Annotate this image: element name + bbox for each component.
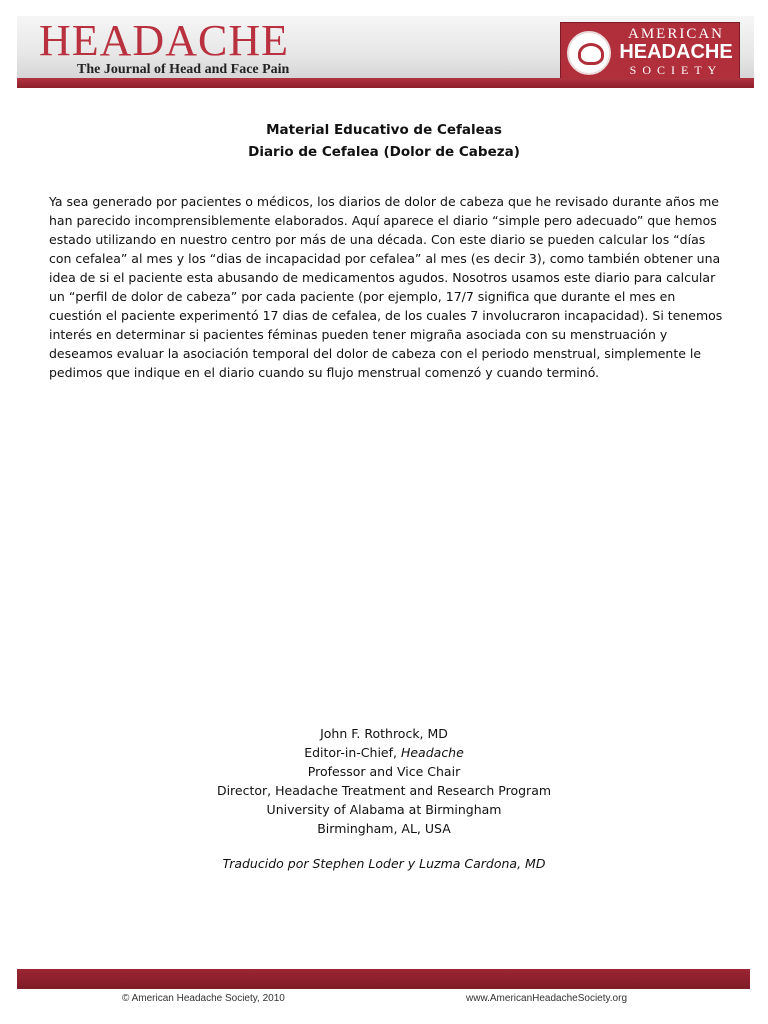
footer-bar: [17, 969, 750, 989]
society-logo: [560, 22, 740, 82]
society-logo-line3: SOCIETY: [629, 63, 723, 77]
author-role-journal: Headache: [400, 745, 464, 760]
society-logo-line2: HEADACHE: [619, 41, 733, 63]
body-paragraph: Ya sea generado por pacientes o médicos, los diarios de dolor de cabeza que he revisado durante años me han parecido incomprensiblemente elaborados. Aquí aparece el diario “simple pero adecuado” que hemos estado utilizando en nuestro centro por más de una década. Con este diario se pueden calcular los “días con cefalea” al mes y los “dias de incapacidad por cefalea” al mes (es decir 3), como también obtener una idea de si el paciente esta abusando de medicamentos agudos. Nosotros usamos este diario para calcular un “perfil de dolor de cabeza” por cada paciente (por ejemplo, 17/7 significa que durante el mes en cuestión el paciente experimentó 17 dias de cefalea, de los cuales 7 involucraron incapacidad). Si tenemos interés en determinar si pacientes féminas pueden tener migraña asociada con su menstruación y deseamos evaluar la asociación temporal del dolor de cabeza con el periodo menstrual, simplemente le pedimos que indique en el diario cuando su flujo menstrual comenzó y cuando terminó.: [49, 194, 723, 380]
footer-copyright: © American Headache Society, 2010: [122, 993, 285, 1004]
translation-credit: Traducido por Stephen Loder y Luzma Cardona, MD: [222, 856, 546, 871]
author-program: Director, Headache Treatment and Research Program: [216, 783, 552, 798]
footer-website: www.AmericanHeadacheSociety.org: [466, 993, 628, 1004]
journal-title: HEADACHE: [39, 16, 289, 65]
banner-stripe: [17, 78, 754, 88]
brain-emblem-icon: [567, 31, 611, 75]
author-role-prefix: Editor-in-Chief,: [304, 745, 401, 760]
author-location: Birmingham, AL, USA: [317, 821, 451, 836]
author-position: Professor and Vice Chair: [307, 764, 461, 779]
author-name: John F. Rothrock, MD: [320, 726, 448, 741]
society-logo-line1: AMERICAN: [627, 26, 724, 42]
journal-banner: [17, 16, 754, 88]
journal-subtitle: The Journal of Head and Face Pain: [77, 62, 290, 77]
author-role: [0, 743, 768, 762]
document-subtitle: Diario de Cefalea (Dolor de Cabeza): [248, 144, 520, 160]
document-title: Material Educativo de Cefaleas: [266, 122, 502, 138]
author-university: University of Alabama at Birmingham: [266, 802, 502, 817]
signature-block: [0, 724, 768, 838]
